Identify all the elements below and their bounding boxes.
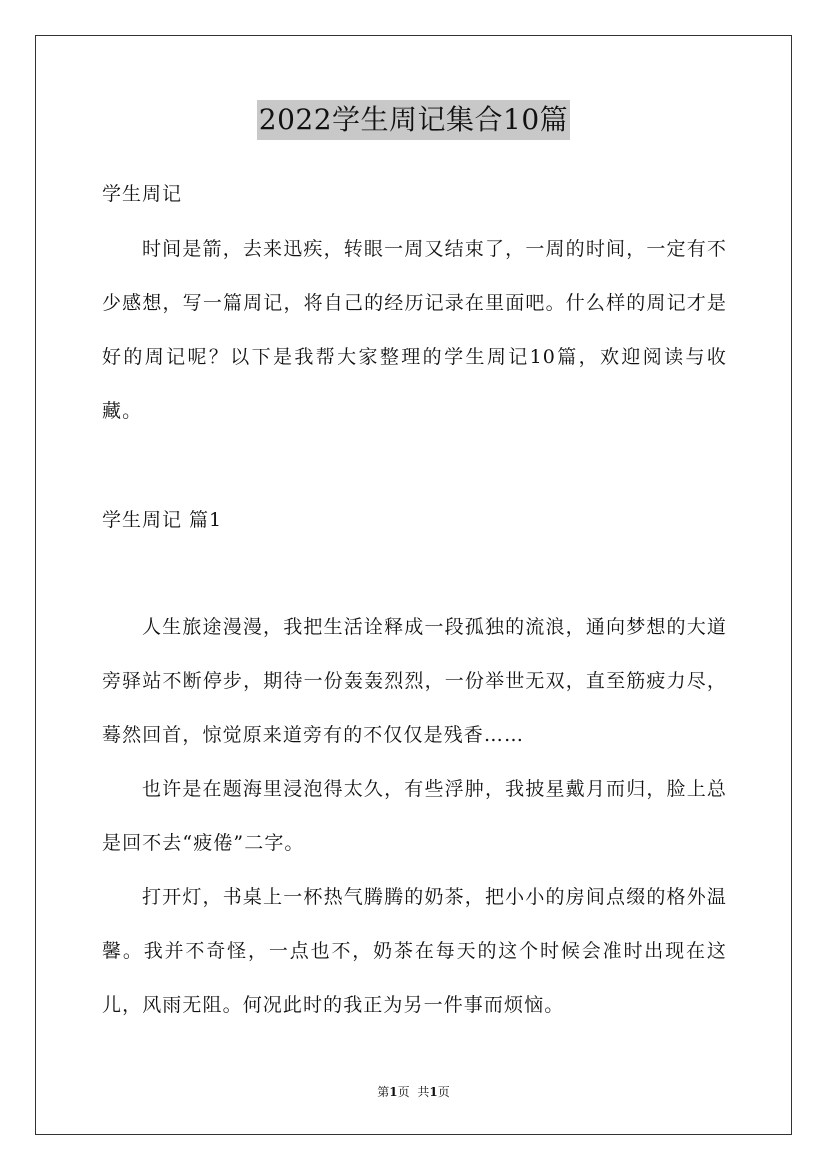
document-title: 2022学生周记集合10篇 [257, 100, 570, 140]
intro-paragraph: 时间是箭，去来迅疾，转眼一周又结束了，一周的时间，一定有不少感想，写一篇周记，将自己的经历记录在里面吧。什么样的周记才是好的周记呢？以下是我帮大家整理的学生周记10篇，欢迎阅读与收藏。 [102, 238, 727, 422]
section-heading: 学生周记 篇1 [102, 509, 223, 531]
body-paragraph-2: 也许是在题海里浸泡得太久，有些浮肿，我披星戴月而归，脸上总是回不去“疲倦”二字。 [102, 778, 727, 854]
footer-total-prefix: 共 [417, 1085, 430, 1099]
intro-heading: 学生周记 [102, 183, 183, 205]
footer-total-suffix: 页 [437, 1085, 450, 1099]
page-footer [0, 1084, 827, 1100]
body-paragraph-1: 人生旅途漫漫，我把生活诠释成一段孤独的流浪，通向梦想的大道旁驿站不断停步，期待一份轰轰烈烈，一份举世无双，直至筋疲力尽，蓦然回首，惊觉原来道旁有的不仅仅是残香…… [102, 616, 727, 746]
title-container [0, 100, 827, 140]
body-paragraph-3: 打开灯，书桌上一杯热气腾腾的奶茶，把小小的房间点缀的格外温馨。我并不奇怪，一点也不，奶茶在每天的这个时候会准时出现在这儿，风雨无阻。何况此时的我正为另一件事而烦恼。 [102, 886, 727, 1016]
footer-page-number: 1 [389, 1085, 398, 1099]
footer-page-suffix: 页 [397, 1085, 410, 1099]
footer-total-number: 1 [429, 1085, 438, 1099]
footer-page-prefix: 第 [377, 1085, 390, 1099]
